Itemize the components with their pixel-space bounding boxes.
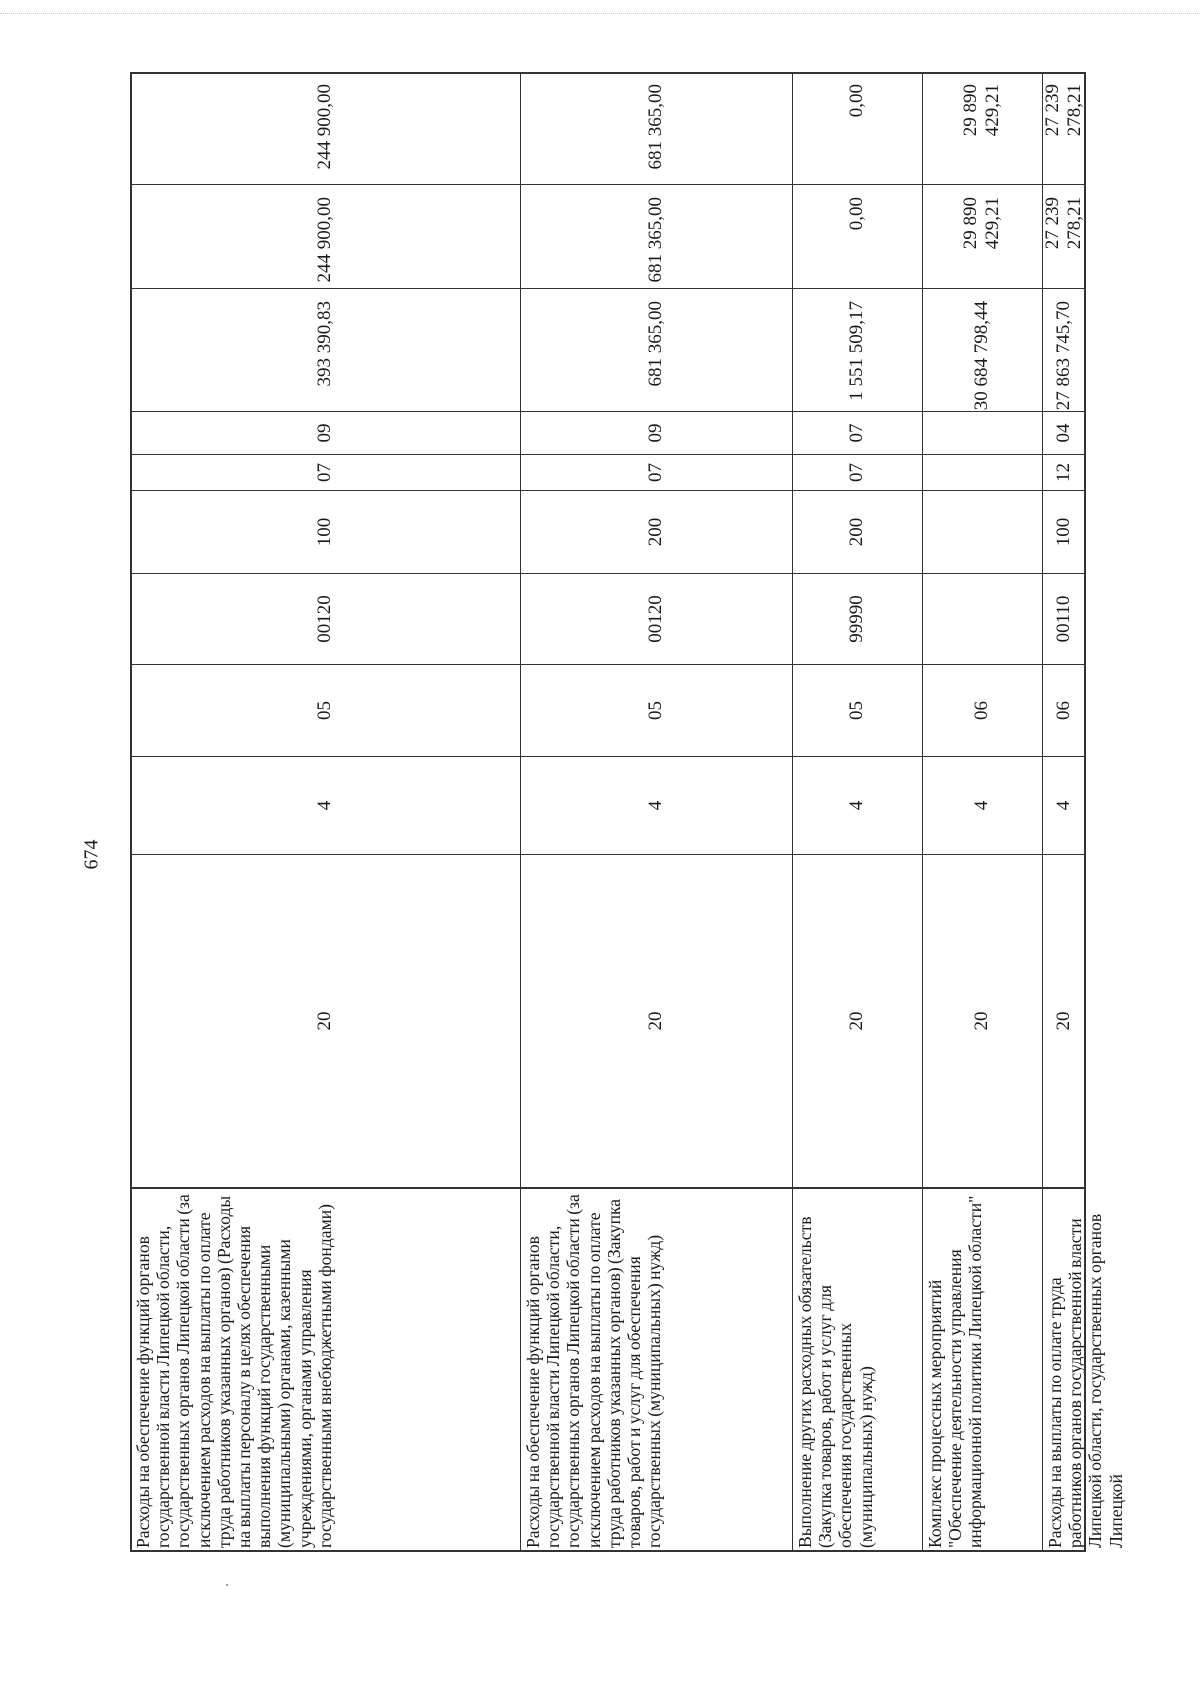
cell-code4 xyxy=(1042,573,1086,664)
cell-code3 xyxy=(130,664,520,756)
table-row xyxy=(1042,72,1126,1552)
cell-amount1 xyxy=(792,288,922,411)
value-amount3: 681 365,00 xyxy=(645,84,666,170)
cell-subsection xyxy=(130,411,520,454)
row-description: Комплекс процессных мероприятий "Обеспечение деятельности управления информационной политики Липецкой области" xyxy=(925,1195,986,1548)
cell-name xyxy=(130,1187,520,1552)
value-code1: 20 xyxy=(971,1011,992,1031)
cell-code4 xyxy=(520,573,792,664)
value-amount2: 0,00 xyxy=(846,197,867,231)
value-code3: 05 xyxy=(645,701,666,720)
cell-amount3 xyxy=(792,72,922,184)
table-row xyxy=(130,72,520,1552)
value-code3: 06 xyxy=(971,701,992,720)
cell-name xyxy=(792,1187,922,1552)
cell-code3 xyxy=(922,664,1042,756)
value-code2: 4 xyxy=(971,800,992,811)
rotated-table-container xyxy=(130,72,1126,1552)
value-code2: 4 xyxy=(846,800,867,811)
value-code2: 4 xyxy=(1053,800,1074,811)
cell-amount2 xyxy=(792,184,922,288)
cell-code5 xyxy=(922,490,1042,573)
cell-section xyxy=(922,454,1042,490)
cell-name xyxy=(520,1187,792,1552)
value-amount3: 0,00 xyxy=(846,84,867,118)
value-section: 07 xyxy=(645,463,666,482)
cell-code2 xyxy=(792,756,922,854)
cell-amount3 xyxy=(1042,72,1086,184)
cell-section xyxy=(130,454,520,490)
cell-amount2 xyxy=(1042,184,1086,288)
cell-code5 xyxy=(130,490,520,573)
table-row xyxy=(792,72,922,1552)
value-code4: 00110 xyxy=(1053,595,1074,643)
cell-amount2 xyxy=(130,184,520,288)
value-amount2: 27 239 278,21 xyxy=(1042,197,1085,250)
cell-code2 xyxy=(922,756,1042,854)
value-amount1: 681 365,00 xyxy=(645,301,666,387)
cell-code1 xyxy=(1042,854,1086,1187)
cell-subsection xyxy=(1042,411,1086,454)
value-section: 07 xyxy=(846,463,867,482)
row-description: Выполнение других расходных обязательств (Закупка товаров, работ и услуг для обеспечения государственных (муниципальных) нужд) xyxy=(795,1216,876,1548)
budget-table xyxy=(130,72,1126,1552)
value-code1: 20 xyxy=(645,1011,666,1031)
cell-code3 xyxy=(792,664,922,756)
row-description: Расходы на выплаты по оплате труда работников органов государственной власти Липецкой области, государственных органов Липецкой xyxy=(1045,1213,1126,1548)
cell-code1 xyxy=(922,854,1042,1187)
cell-amount1 xyxy=(520,288,792,411)
cell-name xyxy=(922,1187,1042,1552)
value-code1: 20 xyxy=(314,1011,335,1031)
table-row xyxy=(520,72,792,1552)
value-code2: 4 xyxy=(314,800,335,811)
row-description: Расходы на обеспечение функций органов государственной власти Липецкой области, государственных органов Липецкой области (за исключением расходов на выплаты по оплате труда работников указанных органов) (Расходы на выплаты персоналу в целях обеспечения выполнения функций государственными (муниципальными) органами, казенными учреждениями, органами управления государственными внебюджетными фондами) xyxy=(133,1194,335,1548)
cell-code5 xyxy=(520,490,792,573)
cell-code1 xyxy=(130,854,520,1187)
cell-amount1 xyxy=(922,288,1042,411)
value-amount1: 393 390,83 xyxy=(314,301,335,387)
cell-amount3 xyxy=(130,72,520,184)
value-amount3: 244 900,00 xyxy=(314,84,335,170)
cell-code4 xyxy=(792,573,922,664)
cell-name xyxy=(1042,1187,1126,1552)
value-amount1: 1 551 509,17 xyxy=(846,301,867,401)
value-code4: 00120 xyxy=(314,595,335,643)
cell-amount2 xyxy=(520,184,792,288)
cell-subsection xyxy=(520,411,792,454)
cell-code4 xyxy=(922,573,1042,664)
value-amount2: 244 900,00 xyxy=(314,197,335,283)
scan-artifact-line xyxy=(0,13,1200,14)
value-amount1: 30 684 798,44 xyxy=(971,301,992,411)
cell-code3 xyxy=(1042,664,1086,756)
cell-subsection xyxy=(922,411,1042,454)
row-description: Расходы на обеспечение функций органов государственной власти Липецкой области, государственных органов Липецкой области (за исключением расходов на выплаты по оплате труда работников указанных органов) (Закупка товаров, работ и услуг для обеспечения государственных (муниципальных) нужд) xyxy=(523,1194,665,1548)
value-code1: 20 xyxy=(846,1011,867,1031)
value-subsection: 09 xyxy=(645,423,666,443)
cell-amount2 xyxy=(922,184,1042,288)
value-code3: 05 xyxy=(846,701,867,720)
cell-code5 xyxy=(792,490,922,573)
cell-section xyxy=(1042,454,1086,490)
cell-amount3 xyxy=(922,72,1042,184)
value-code3: 05 xyxy=(314,701,335,720)
cell-code3 xyxy=(520,664,792,756)
value-code5: 200 xyxy=(645,517,666,547)
value-section: 07 xyxy=(314,463,335,482)
cell-code2 xyxy=(520,756,792,854)
value-subsection: 04 xyxy=(1053,423,1074,443)
value-section: 12 xyxy=(1053,463,1074,482)
value-subsection: 07 xyxy=(846,423,867,443)
budget-table-sheet xyxy=(130,72,1126,1552)
scan-artifact-dot xyxy=(226,1584,228,1586)
value-amount2: 29 890 429,21 xyxy=(960,197,1003,250)
cell-amount3 xyxy=(520,72,792,184)
value-code2: 4 xyxy=(645,800,666,811)
page-number: 674 xyxy=(80,839,103,870)
cell-code1 xyxy=(520,854,792,1187)
cell-code2 xyxy=(130,756,520,854)
cell-code2 xyxy=(1042,756,1086,854)
value-amount3: 29 890 429,21 xyxy=(960,84,1003,137)
table-row xyxy=(922,72,1042,1552)
value-code5: 100 xyxy=(1053,517,1074,547)
cell-code4 xyxy=(130,573,520,664)
cell-code1 xyxy=(792,854,922,1187)
value-amount3: 27 239 278,21 xyxy=(1042,84,1085,137)
cell-section xyxy=(792,454,922,490)
value-code3: 06 xyxy=(1053,701,1074,720)
value-code5: 200 xyxy=(846,517,867,547)
cell-amount1 xyxy=(1042,288,1086,411)
value-amount1: 27 863 745,70 xyxy=(1053,301,1074,411)
cell-section xyxy=(520,454,792,490)
value-code4: 00120 xyxy=(645,595,666,643)
value-subsection: 09 xyxy=(314,423,335,443)
cell-code5 xyxy=(1042,490,1086,573)
cell-amount1 xyxy=(130,288,520,411)
value-code1: 20 xyxy=(1053,1011,1074,1031)
value-amount2: 681 365,00 xyxy=(645,197,666,283)
value-code5: 100 xyxy=(314,517,335,547)
value-code4: 99990 xyxy=(846,595,867,643)
cell-subsection xyxy=(792,411,922,454)
